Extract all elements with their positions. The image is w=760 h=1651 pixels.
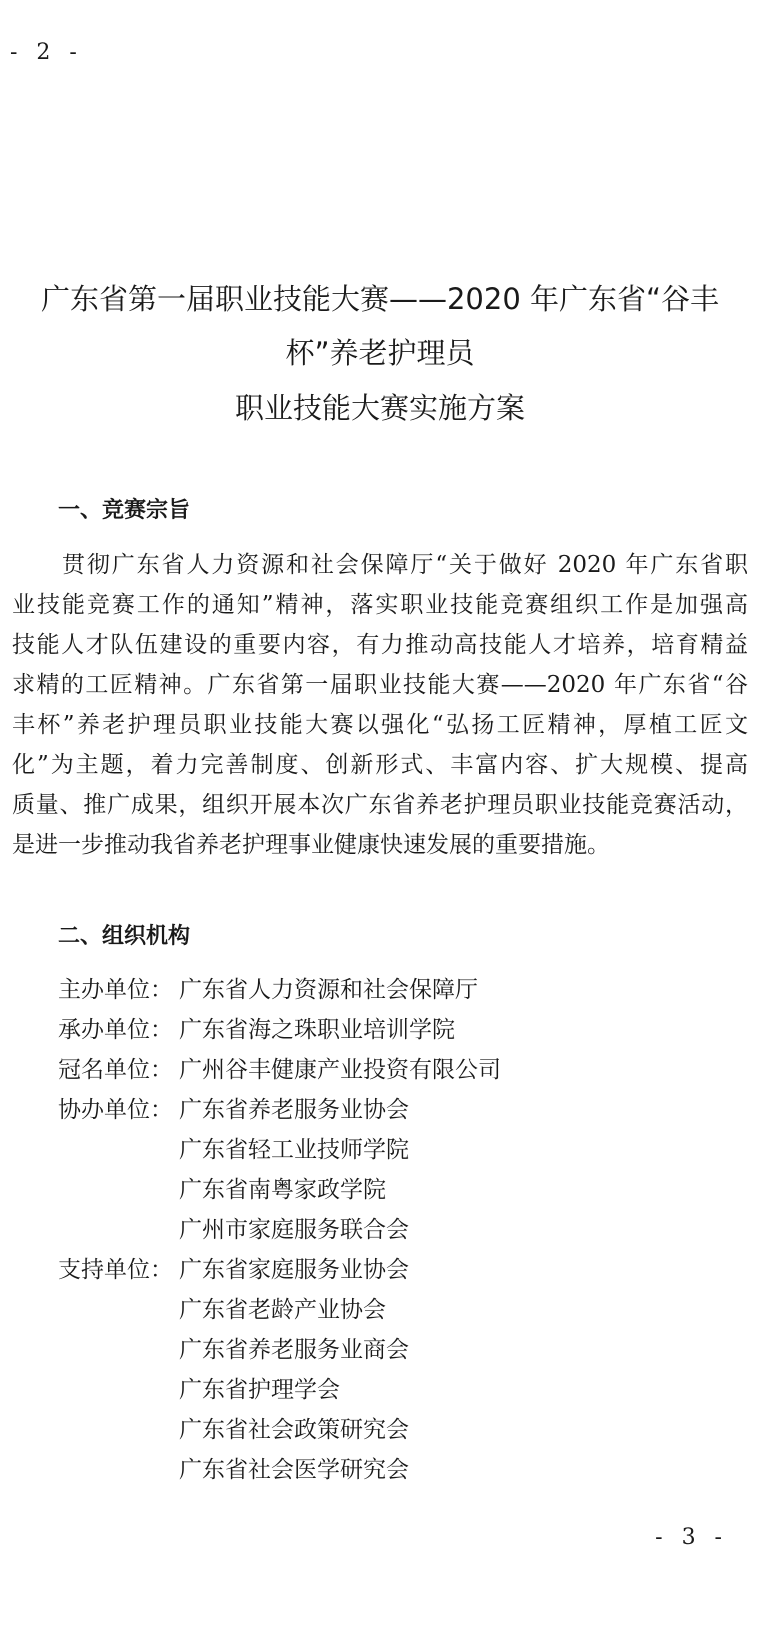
organization-role-label xyxy=(58,1130,179,1170)
organization-name: 广州市家庭服务联合会 xyxy=(179,1217,409,1243)
organization-role-label xyxy=(58,1210,179,1250)
organization-row xyxy=(58,1130,501,1170)
paragraph-line: 化”为主题，着力完善制度、创新形式、丰富内容、扩大规模、提高 xyxy=(12,752,748,778)
organization-row xyxy=(58,1370,501,1410)
organization-role-label xyxy=(58,1330,179,1370)
organization-row xyxy=(58,1250,501,1290)
page-number-top: - 2 - xyxy=(10,40,83,65)
section-heading-organization: 二、组织机构 xyxy=(58,924,191,949)
organization-role-label xyxy=(58,1370,179,1410)
organization-name: 广东省养老服务业协会 xyxy=(179,1097,409,1123)
organization-name: 广东省护理学会 xyxy=(179,1377,340,1403)
document-title-line-3: 职业技能大赛实施方案 xyxy=(234,391,525,425)
organization-row xyxy=(58,1170,501,1210)
organization-name: 广东省社会政策研究会 xyxy=(179,1417,409,1443)
organization-role-label xyxy=(58,1290,179,1330)
organization-row xyxy=(58,1090,501,1130)
organization-row xyxy=(58,1410,501,1450)
paragraph-line: 贯彻广东省人力资源和社会保障厅“关于做好 2020 年广东省职 xyxy=(62,552,748,578)
organization-name: 广州谷丰健康产业投资有限公司 xyxy=(179,1057,501,1083)
document-title-line-2: 杯”养老护理员 xyxy=(285,336,475,370)
organization-name: 广东省老龄产业协会 xyxy=(179,1297,386,1323)
organization-name: 广东省轻工业技师学院 xyxy=(179,1137,409,1163)
organization-row xyxy=(58,970,501,1010)
organization-row xyxy=(58,1010,501,1050)
organization-name: 广东省家庭服务业协会 xyxy=(179,1257,409,1283)
organization-role-label xyxy=(58,1410,179,1450)
organization-name: 广东省养老服务业商会 xyxy=(179,1337,409,1363)
document-title-line-1: 广东省第一届职业技能大赛——2020 年广东省“谷丰 xyxy=(40,282,720,316)
organization-role-label: 协办单位： xyxy=(58,1097,173,1123)
organization-name: 广东省社会医学研究会 xyxy=(179,1457,409,1483)
paragraph-line: 质量、推广成果，组织开展本次广东省养老护理员职业技能竞赛活动， xyxy=(12,792,748,818)
organization-role-label: 支持单位： xyxy=(58,1257,173,1283)
organization-role-label xyxy=(58,1450,179,1490)
paragraph-line: 技能人才队伍建设的重要内容，有力推动高技能人才培养，培育精益 xyxy=(12,632,748,658)
organization-role-label: 承办单位： xyxy=(58,1017,173,1043)
organization-row xyxy=(58,1290,501,1330)
organization-row xyxy=(58,1450,501,1490)
paragraph-line: 业技能竞赛工作的通知”精神，落实职业技能竞赛组织工作是加强高 xyxy=(12,592,748,618)
organization-name: 广东省人力资源和社会保障厅 xyxy=(179,977,478,1003)
section-heading-purpose: 一、竞赛宗旨 xyxy=(58,498,191,523)
organization-name: 广东省海之珠职业培训学院 xyxy=(179,1017,455,1043)
page-number-bottom: - 3 - xyxy=(655,1525,728,1550)
organization-list xyxy=(58,970,501,1490)
purpose-paragraph xyxy=(12,545,748,865)
organization-name: 广东省南粤家政学院 xyxy=(179,1177,386,1203)
organization-row xyxy=(58,1050,501,1090)
paragraph-line: 是进一步推动我省养老护理事业健康快速发展的重要措施。 xyxy=(12,832,610,858)
paragraph-line: 丰杯”养老护理员职业技能大赛以强化“弘扬工匠精神，厚植工匠文 xyxy=(12,712,748,738)
organization-row xyxy=(58,1330,501,1370)
paragraph-line: 求精的工匠精神。广东省第一届职业技能大赛——2020 年广东省“谷 xyxy=(12,672,748,698)
organization-role-label: 主办单位： xyxy=(58,977,173,1003)
organization-role-label xyxy=(58,1170,179,1210)
organization-row xyxy=(58,1210,501,1250)
organization-role-label: 冠名单位： xyxy=(58,1057,173,1083)
